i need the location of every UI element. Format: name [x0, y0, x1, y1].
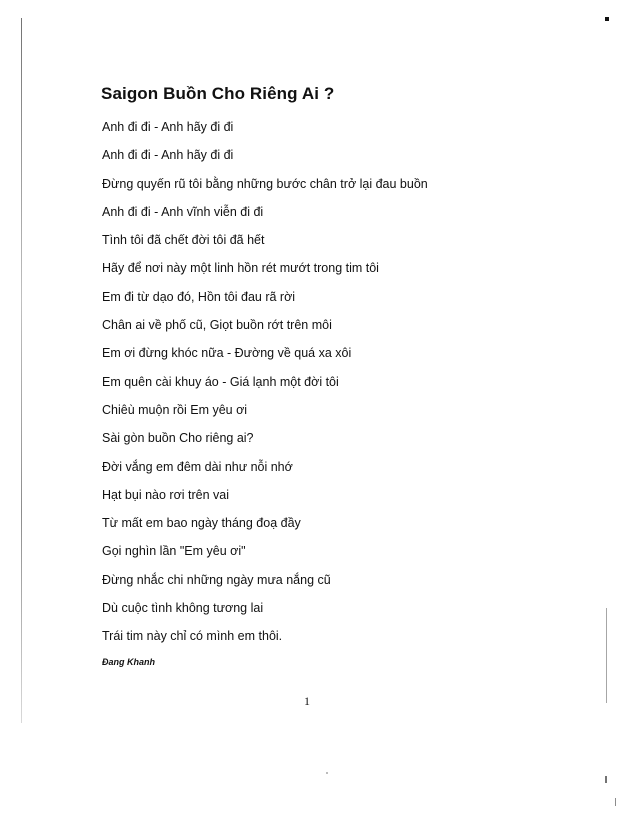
scan-mark [605, 776, 607, 783]
lyric-line: Chiêù muộn rồi Em yêu ơi [102, 402, 248, 417]
lyric-line: Em ơi đừng khóc nữa - Đường về quá xa xôi [102, 346, 352, 361]
lyric-line: Trái tim này chỉ có mình em thôi. [102, 629, 283, 644]
lyric-line: Hãy để nơi này một linh hồn rét mướt trong tim tôi [102, 261, 379, 276]
lyric-line: Đời vắng em đêm dài như nỗi nhớ [102, 459, 293, 474]
lyric-line: Hạt bụi nào rơi trên vai [102, 487, 230, 502]
scan-edge-left [21, 18, 22, 723]
lyric-line: Đừng quyến rũ tôi bằng những bước chân trở lại đau buồn [102, 176, 428, 191]
lyric-line: Anh đi đi - Anh hãy đi đi [102, 120, 234, 134]
lyric-line: Em quên cài khuy áo - Giá lạnh một đời tôi [102, 374, 339, 389]
lyric-line: Đừng nhắc chi những ngày mưa nắng cũ [102, 572, 331, 587]
page-number: 1 [304, 694, 310, 708]
lyric-line: Dù cuộc tình không tương lai [102, 601, 264, 616]
lyric-line: Chân ai về phố cũ, Giọt buồn rớt trên môi [102, 318, 332, 333]
lyric-line: Sài gòn buồn Cho riêng ai? [102, 431, 254, 446]
lyrics-list [102, 118, 428, 656]
lyric-line: Gọi nghìn lần "Em yêu ơi" [102, 544, 246, 559]
scan-speck [326, 772, 328, 774]
lyric-line: Anh đi đi - Anh hãy đi đi [102, 148, 234, 163]
author-signature: Đang Khanh [102, 657, 155, 667]
scan-mark [615, 798, 616, 806]
scan-edge-right [606, 608, 607, 703]
page-title: Saigon Buồn Cho Riêng Ai ? [101, 84, 335, 103]
scan-dot [605, 17, 609, 21]
lyric-line: Tình tôi đã chết đời tôi đã hết [102, 233, 265, 248]
lyric-line: Anh đi đi - Anh vĩnh viễn đi đi [102, 204, 264, 219]
lyric-line: Từ mất em bao ngày tháng đoạ đầy [102, 516, 301, 531]
lyric-line: Em đi từ dạo đó, Hồn tôi đau rã rời [102, 289, 296, 304]
